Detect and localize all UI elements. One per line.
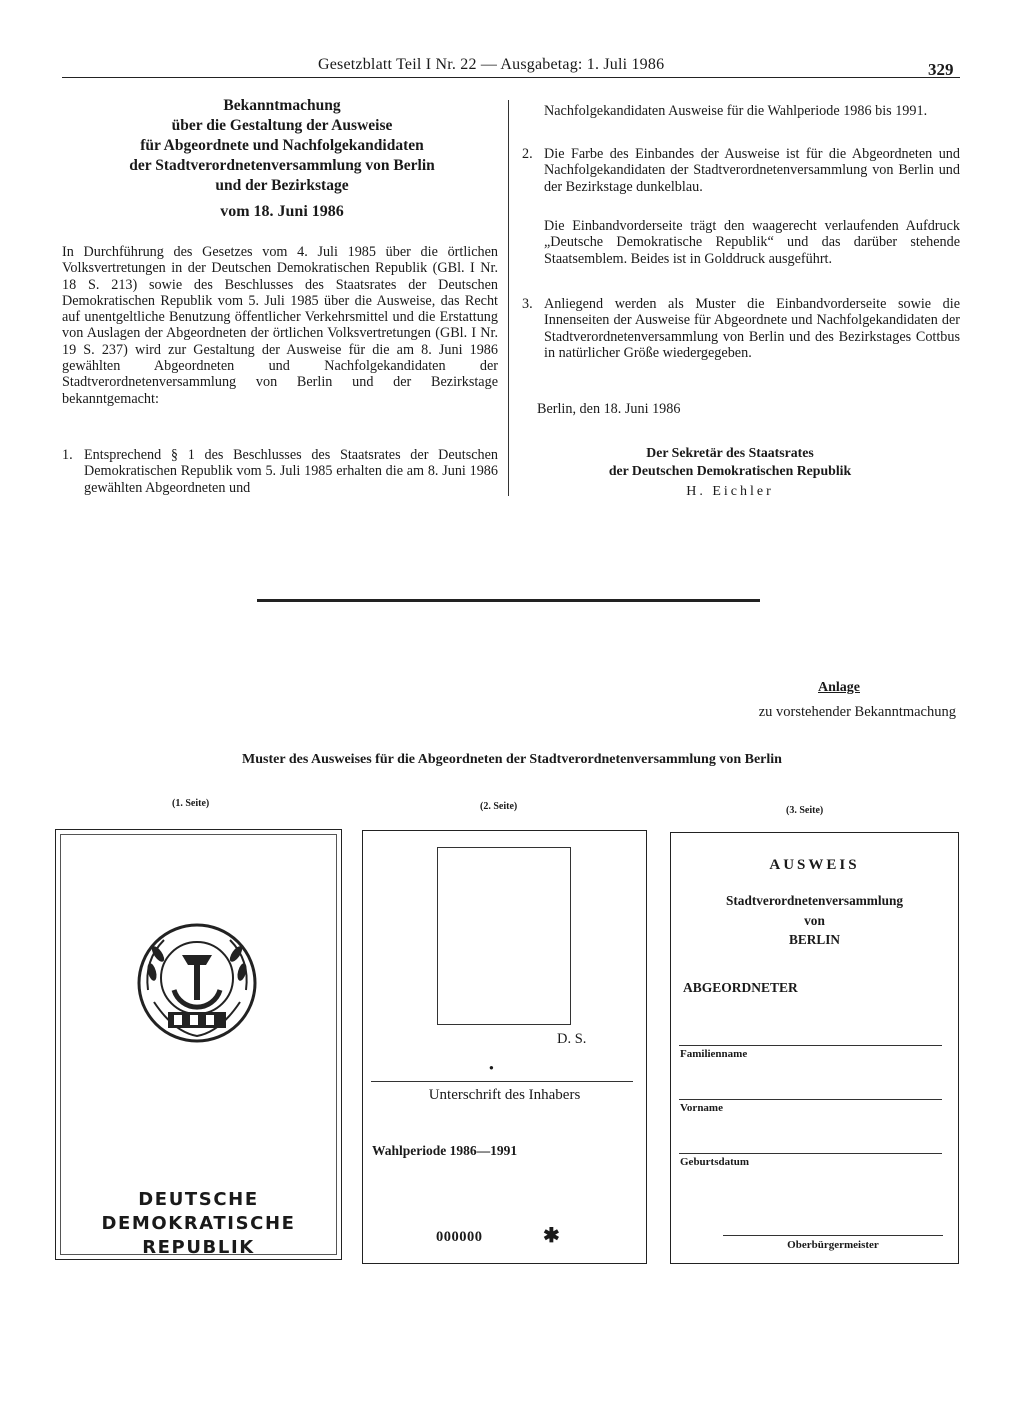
field-line <box>679 1099 942 1100</box>
header-rule <box>62 77 960 78</box>
list-item-1-continued: Nachfolgekandidaten Ausweise für die Wahlperiode 1986 bis 1991. <box>544 103 928 119</box>
card-title: AUSWEIS <box>769 857 860 873</box>
field-label-birthdate: Geburtsdatum <box>680 1156 750 1168</box>
annex-label: Anlage <box>818 680 860 695</box>
signatory-title-line: der Deutschen Demokratischen Republik <box>608 463 852 478</box>
field-label-surname: Familienname <box>680 1048 748 1060</box>
annex-heading: Muster des Ausweises für die Abgeordneten der Stadtverordnetenversammlung von Berlin <box>242 752 782 767</box>
issuer-line: Stadtverordnetenversammlung <box>725 893 904 908</box>
title-line: über die Gestaltung der Ausweise <box>171 117 393 134</box>
page-label-1: (1. Seite) <box>172 798 210 809</box>
id-card-page-3 <box>670 832 959 1264</box>
page-number: 329 <box>928 60 954 79</box>
page-label-3: (3. Seite) <box>786 805 824 816</box>
title-line: für Abgeordnete und Nachfolgekandidaten <box>140 137 424 154</box>
intro-paragraph: In Durchführung des Gesetzes vom 4. Juli 1985 über die örtlichen Volksvertretungen in der Deutschen Demokratischen Republik (GBl. I Nr. 18 S. 213) sowie des Beschlusses des Staatsrates der Deutschen Demokratischen Republik vom 5. Juli 1985 über die Ausweise, das Recht auf unentgeltliche Benutzung öffentlicher Verkehrsmittel und die Erstattung von Auslagen der Abgeordneten der örtlichen Volksvertretungen (GBl. I Nr. 19 S. 237) wird zur Gestaltung der Ausweise für die am 8. Juni 1986 gewählten Abgeordneten und Nachfolgekandidaten der Stadtverordnetenversammlung von Berlin und der Bezirkstage bekanntgemacht: <box>62 244 498 407</box>
list-item-3 <box>522 296 960 361</box>
list-number: 2. <box>522 146 533 162</box>
running-head: Gesetzblatt Teil I Nr. 22 — Ausgabetag: 1. Juli 1986 <box>318 56 665 73</box>
title-date: vom 18. Juni 1986 <box>220 203 344 220</box>
id-card-page-2 <box>362 830 647 1264</box>
signatory-name: H. Eichler <box>686 484 774 499</box>
list-text: Die Farbe des Einbandes der Ausweise ist für die Abgeordneten und Nachfolgekandidaten der Stadtverordnetenversammlung von Berlin und der Bezirkstage dunkelblau. <box>544 146 960 195</box>
dot-mark: ● <box>489 1063 494 1072</box>
holder-role: ABGEORDNETER <box>683 980 798 995</box>
list-number: 3. <box>522 296 533 312</box>
list-number: 1. <box>62 447 73 463</box>
place-date: Berlin, den 18. Juni 1986 <box>537 401 681 417</box>
announcement-title <box>62 96 502 222</box>
section-separator <box>257 599 760 602</box>
field-line <box>679 1045 942 1046</box>
star-icon: ✱ <box>543 1225 560 1247</box>
signatory-title <box>560 444 900 480</box>
card-number: 000000 <box>436 1229 483 1245</box>
list-text: Entsprechend § 1 des Beschlusses des Staatsrates der Deutschen Demokratischen Republik vom 5. Juli 1985 erhalten die am 8. Juni 1986 gewählten Abgeordneten und <box>84 447 498 496</box>
field-label-first-name: Vorname <box>680 1102 723 1114</box>
mayor-signature-line <box>723 1235 943 1236</box>
state-emblem-icon <box>134 920 260 1046</box>
field-line <box>679 1153 942 1154</box>
issuer-line: BERLIN <box>789 932 840 947</box>
list-item-1 <box>62 447 498 496</box>
title-line: Bekanntmachung <box>223 97 341 114</box>
column-divider <box>508 100 509 496</box>
page-label-2: (2. Seite) <box>480 801 518 812</box>
id-card-cover <box>55 829 342 1260</box>
list-text: Anliegend werden als Muster die Einbandvorderseite sowie die Innenseiten der Ausweise für Abgeordnete und Nachfolgekandidaten der Stadtverordnetenversammlung von Berlin und des Bezirkstages Cottbus in natürlicher Größe wiedergegeben. <box>544 296 960 361</box>
list-item-2-paragraph: Die Einbandvorderseite trägt den waagerecht verlaufenden Aufdruck „Deutsche Demokratische Republik“ und das darüber stehende Staatsemblem. Beides ist in Golddruck ausgeführt. <box>544 218 960 267</box>
cover-country-name <box>56 1188 341 1260</box>
signature-line <box>371 1081 633 1082</box>
signatory-title-line: Der Sekretär des Staatsrates <box>646 445 814 460</box>
election-period: Wahlperiode 1986—1991 <box>372 1143 518 1158</box>
mayor-label: Oberbürgermeister <box>787 1239 879 1251</box>
issuer-line: von <box>804 913 825 928</box>
list-item-2 <box>522 146 960 195</box>
photo-placeholder <box>437 847 571 1025</box>
annex-subtitle: zu vorstehender Bekanntmachung <box>758 704 956 720</box>
signature-label: Unterschrift des Inhabers <box>428 1087 581 1103</box>
cover-line: DEMOKRATISCHE REPUBLIK <box>101 1213 296 1258</box>
title-line: und der Bezirkstage <box>215 177 349 194</box>
seal-marker: D. S. <box>557 1031 587 1047</box>
cover-line: DEUTSCHE <box>138 1189 259 1210</box>
title-line: der Stadtverordnetenversammlung von Berlin <box>129 157 435 174</box>
